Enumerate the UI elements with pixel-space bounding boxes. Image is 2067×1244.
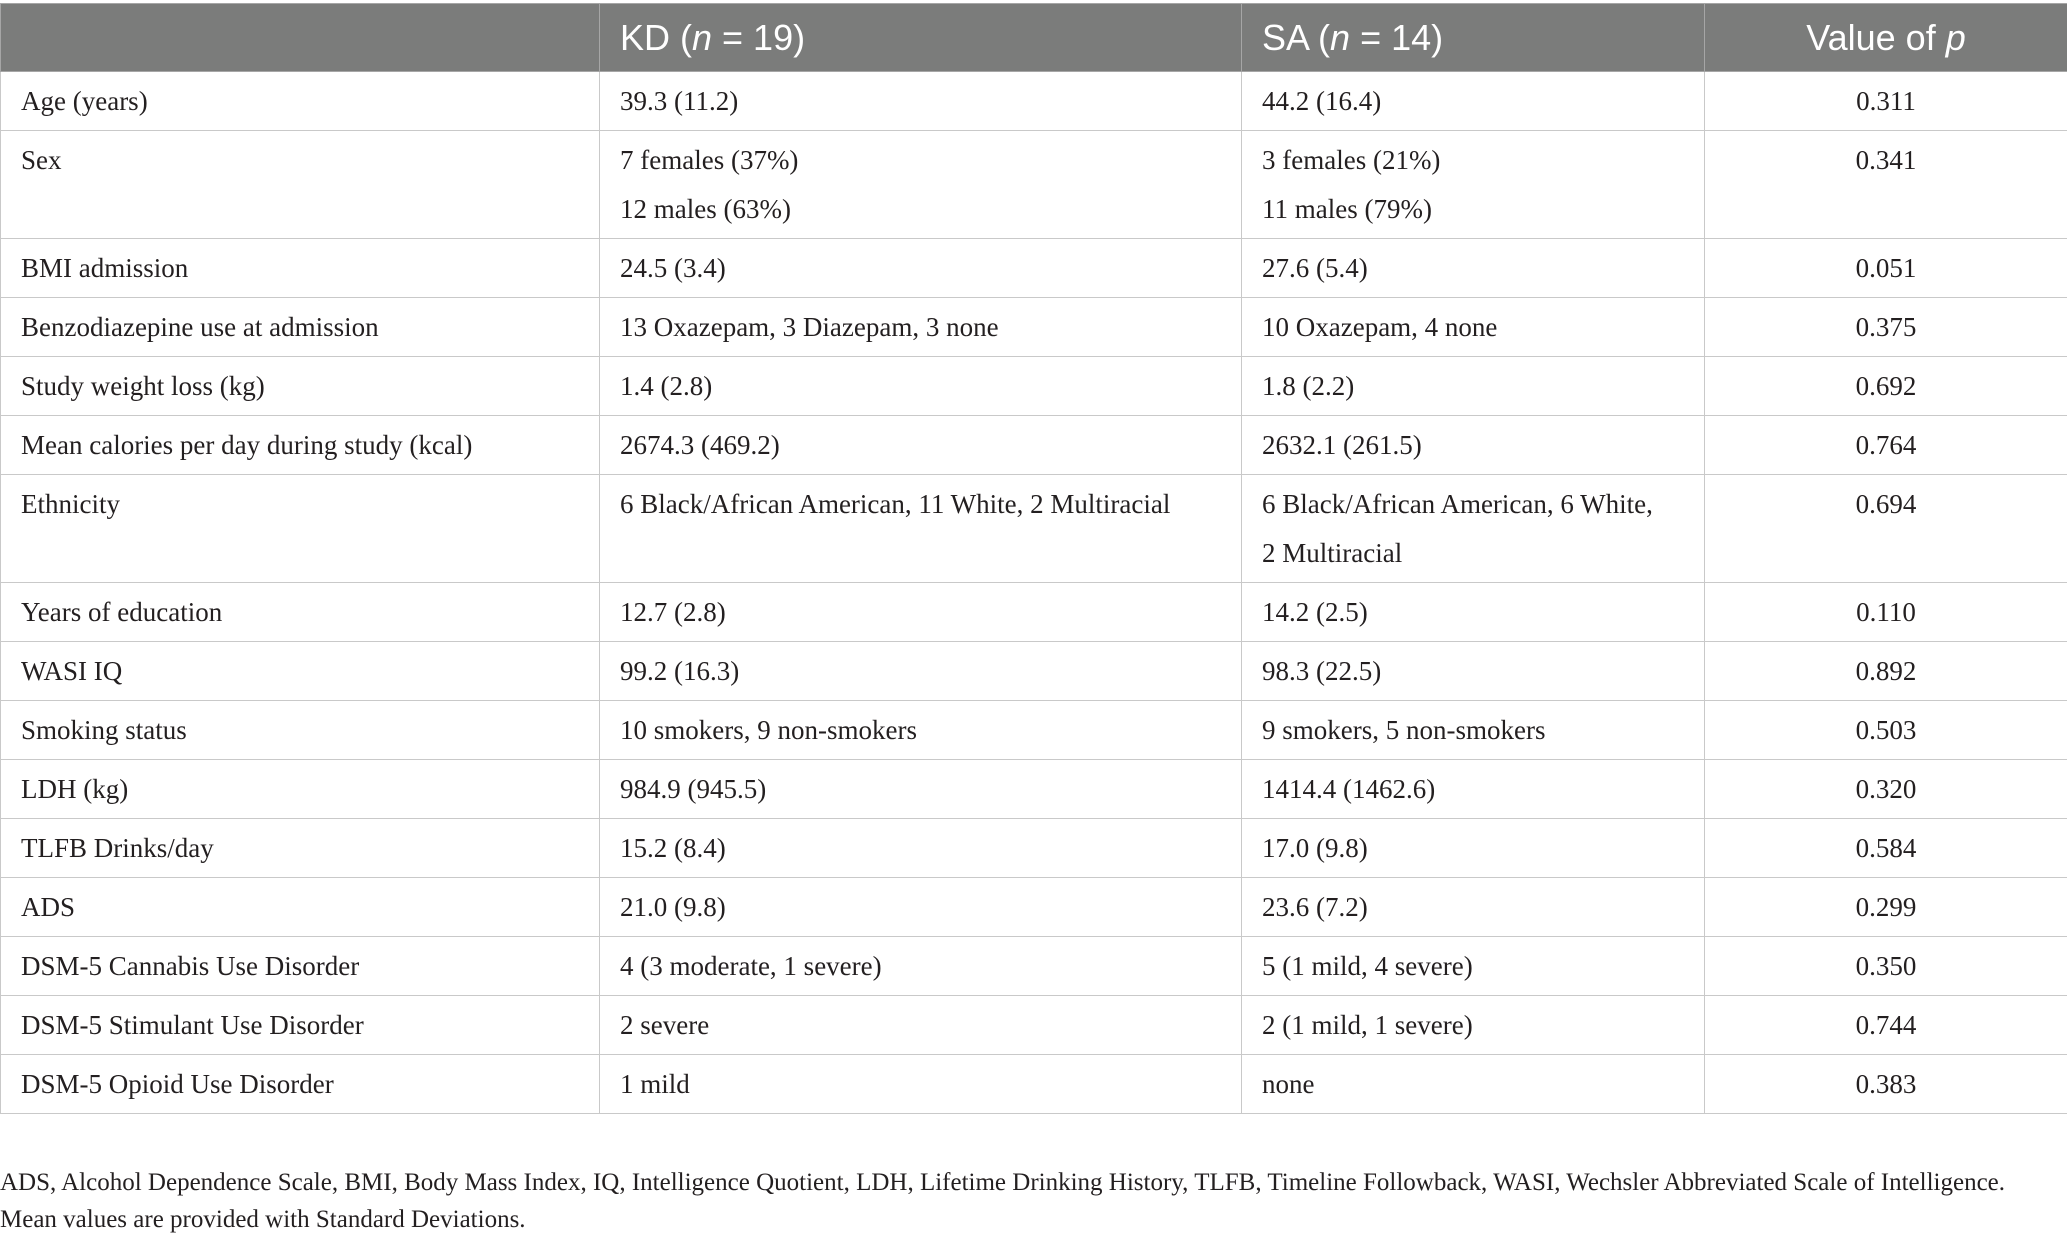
cell-p-value: 0.744: [1705, 996, 2067, 1055]
cell-sa-line: 2 Multiracial: [1262, 538, 1403, 568]
row-label: Age (years): [1, 72, 600, 131]
cell-kd-line: 2674.3 (469.2): [620, 430, 780, 460]
row-label: TLFB Drinks/day: [1, 819, 600, 878]
cell-sa-line: 27.6 (5.4): [1262, 253, 1368, 283]
table-row: [1, 357, 2067, 416]
cell-kd: [600, 72, 1242, 131]
header-cell-sa: [1242, 4, 1705, 72]
table-row: [1, 131, 2067, 239]
cell-kd-line: 10 smokers, 9 non-smokers: [620, 715, 917, 745]
cell-kd-line: 39.3 (11.2): [620, 86, 739, 116]
cell-p-value: 0.311: [1705, 72, 2067, 131]
cell-kd-line: 1.4 (2.8): [620, 371, 713, 401]
cell-sa: [1242, 416, 1705, 475]
table-header: [1, 4, 2067, 72]
table-row: [1, 937, 2067, 996]
table-row: [1, 416, 2067, 475]
cell-p-value: 0.341: [1705, 131, 2067, 239]
table-row: [1, 996, 2067, 1055]
row-label: DSM-5 Stimulant Use Disorder: [1, 996, 600, 1055]
cell-kd-line: 2 severe: [620, 1010, 710, 1040]
cell-kd: [600, 937, 1242, 996]
row-label: BMI admission: [1, 239, 600, 298]
cell-sa-line: 14.2 (2.5): [1262, 597, 1368, 627]
cell-kd-line: 984.9 (945.5): [620, 774, 767, 804]
cell-p-value: 0.110: [1705, 583, 2067, 642]
cell-sa: [1242, 357, 1705, 416]
cell-p-value: 0.694: [1705, 475, 2067, 583]
cell-sa-line: 1.8 (2.2): [1262, 371, 1355, 401]
cell-sa-line: 9 smokers, 5 non-smokers: [1262, 715, 1546, 745]
cell-kd: [600, 1055, 1242, 1114]
cell-p-value: 0.350: [1705, 937, 2067, 996]
cell-kd-line: 24.5 (3.4): [620, 253, 726, 283]
cell-sa: [1242, 239, 1705, 298]
table-row: [1, 760, 2067, 819]
cell-kd-line: 6 Black/African American, 11 White, 2 Multiracial: [620, 489, 1171, 519]
table-row: [1, 642, 2067, 701]
row-label: Study weight loss (kg): [1, 357, 600, 416]
header-p-pre: Value of: [1806, 16, 1946, 58]
cell-sa-line: 3 females (21%): [1262, 145, 1441, 175]
cell-kd: [600, 416, 1242, 475]
row-label: Smoking status: [1, 701, 600, 760]
table-row: [1, 701, 2067, 760]
cell-kd-line: 7 females (37%): [620, 145, 799, 175]
cell-p-value: 0.584: [1705, 819, 2067, 878]
table-row: [1, 583, 2067, 642]
row-label: Ethnicity: [1, 475, 600, 583]
cell-kd-line: 4 (3 moderate, 1 severe): [620, 951, 882, 981]
row-label: ADS: [1, 878, 600, 937]
cell-kd-line: 21.0 (9.8): [620, 892, 726, 922]
table-container: [0, 3, 2067, 1114]
row-label: Years of education: [1, 583, 600, 642]
cell-kd: [600, 475, 1242, 583]
header-sa-post: = 14): [1350, 16, 1444, 58]
demographics-table: [0, 3, 2067, 1114]
cell-kd-line: 1 mild: [620, 1069, 690, 1099]
cell-sa-line: 11 males (79%): [1262, 194, 1432, 224]
cell-sa: [1242, 298, 1705, 357]
cell-kd-line: 12 males (63%): [620, 194, 791, 224]
cell-sa-line: 1414.4 (1462.6): [1262, 774, 1436, 804]
table-footnote: ADS, Alcohol Dependence Scale, BMI, Body Mass Index, IQ, Intelligence Quotient, LDH, Lifetime Drinking History, TLFB, Timeline Followback, WASI, Wechsler Abbreviated Scale of Intelligence. Mean values are provided with Standard Deviations.: [0, 1169, 2006, 1233]
cell-sa-line: 2632.1 (261.5): [1262, 430, 1422, 460]
cell-kd: [600, 583, 1242, 642]
cell-kd: [600, 701, 1242, 760]
cell-sa-line: 5 (1 mild, 4 severe): [1262, 951, 1473, 981]
cell-kd: [600, 878, 1242, 937]
cell-sa: [1242, 701, 1705, 760]
header-kd-n: n: [692, 16, 713, 58]
cell-kd: [600, 760, 1242, 819]
cell-p-value: 0.051: [1705, 239, 2067, 298]
cell-sa: [1242, 72, 1705, 131]
row-label: WASI IQ: [1, 642, 600, 701]
cell-sa-line: none: [1262, 1069, 1315, 1099]
cell-sa: [1242, 475, 1705, 583]
cell-kd-line: 99.2 (16.3): [620, 656, 740, 686]
row-label: Sex: [1, 131, 600, 239]
table-row: [1, 878, 2067, 937]
cell-sa: [1242, 937, 1705, 996]
row-label: Benzodiazepine use at admission: [1, 298, 600, 357]
table-row: [1, 819, 2067, 878]
cell-kd: [600, 298, 1242, 357]
cell-kd: [600, 996, 1242, 1055]
header-kd-pre: KD (: [620, 16, 692, 58]
cell-kd: [600, 131, 1242, 239]
table-row: [1, 72, 2067, 131]
cell-p-value: 0.503: [1705, 701, 2067, 760]
row-label: DSM-5 Opioid Use Disorder: [1, 1055, 600, 1114]
cell-p-value: 0.299: [1705, 878, 2067, 937]
row-label: DSM-5 Cannabis Use Disorder: [1, 937, 600, 996]
header-kd-post: = 19): [712, 16, 806, 58]
cell-kd-line: 12.7 (2.8): [620, 597, 726, 627]
header-sa-pre: SA (: [1262, 16, 1331, 58]
table-row: [1, 239, 2067, 298]
table-row: [1, 475, 2067, 583]
header-cell-p-value: [1705, 4, 2067, 72]
cell-kd: [600, 239, 1242, 298]
cell-sa-line: 23.6 (7.2): [1262, 892, 1368, 922]
cell-kd-line: 13 Oxazepam, 3 Diazepam, 3 none: [620, 312, 999, 342]
table-body: [1, 72, 2067, 1114]
table-row: [1, 1055, 2067, 1114]
header-cell-kd: [600, 4, 1242, 72]
header-sa-n: n: [1330, 16, 1351, 58]
header-row: [1, 4, 2067, 72]
cell-p-value: 0.764: [1705, 416, 2067, 475]
header-cell-label: [1, 4, 600, 72]
header-p-italic: p: [1945, 16, 1966, 58]
cell-sa: [1242, 819, 1705, 878]
cell-sa: [1242, 1055, 1705, 1114]
cell-p-value: 0.375: [1705, 298, 2067, 357]
cell-kd: [600, 357, 1242, 416]
cell-sa-line: 6 Black/African American, 6 White,: [1262, 489, 1653, 519]
cell-p-value: 0.320: [1705, 760, 2067, 819]
cell-sa-line: 98.3 (22.5): [1262, 656, 1382, 686]
cell-sa-line: 44.2 (16.4): [1262, 86, 1382, 116]
row-label: LDH (kg): [1, 760, 600, 819]
cell-sa-line: 10 Oxazepam, 4 none: [1262, 312, 1498, 342]
cell-sa-line: 2 (1 mild, 1 severe): [1262, 1010, 1473, 1040]
table-row: [1, 298, 2067, 357]
cell-p-value: 0.892: [1705, 642, 2067, 701]
cell-kd: [600, 819, 1242, 878]
cell-p-value: 0.692: [1705, 357, 2067, 416]
cell-sa: [1242, 996, 1705, 1055]
row-label: Mean calories per day during study (kcal): [1, 416, 600, 475]
cell-p-value: 0.383: [1705, 1055, 2067, 1114]
cell-kd-line: 15.2 (8.4): [620, 833, 726, 863]
cell-sa-line: 17.0 (9.8): [1262, 833, 1368, 863]
cell-sa: [1242, 583, 1705, 642]
cell-sa: [1242, 760, 1705, 819]
cell-kd: [600, 642, 1242, 701]
cell-sa: [1242, 878, 1705, 937]
cell-sa: [1242, 131, 1705, 239]
cell-sa: [1242, 642, 1705, 701]
